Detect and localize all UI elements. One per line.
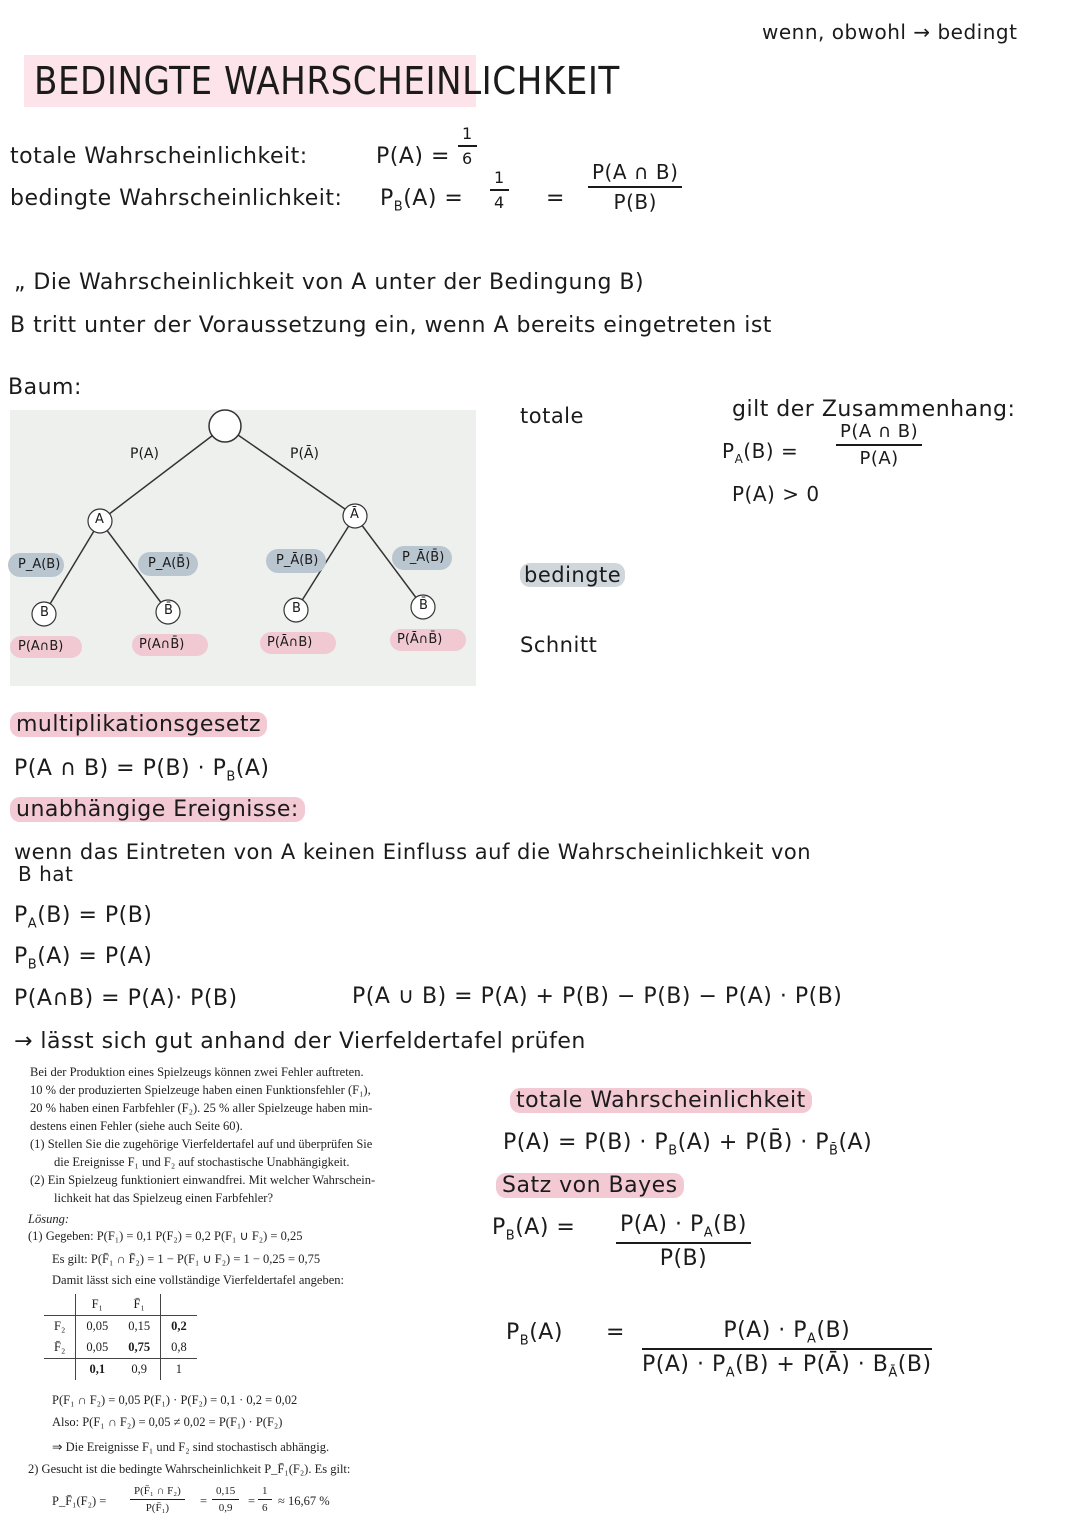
- unabhaengig-label: unabhängige Ereignisse:: [10, 797, 305, 822]
- unabhaengig-text-2: B hat: [18, 862, 74, 886]
- bedingte-den: 4: [494, 193, 505, 212]
- bedingte-num: 1: [490, 168, 509, 191]
- unabhaengig-eq-1: $P_A(B) = P(B)$: [14, 903, 153, 932]
- aufgabe-q1b: die Ereignisse F₁ und F₂ auf stochastische Unabhängigkeit.: [54, 1155, 350, 1169]
- leaf-label-4: B̄: [419, 598, 428, 613]
- loesung-line-4: P(F₁ ∩ F₂) = 0,05 P(F₁) · P(F₂) = 0,1 · 0,2 = 0,02: [52, 1393, 298, 1407]
- unabhaengig-eq-3: P(A∩B) = P(A)· P(B): [14, 986, 238, 1011]
- loesung-eq-2: =: [248, 1494, 256, 1508]
- inter-label-2: P(A∩B̄): [139, 637, 185, 652]
- conditional-formula: [588, 160, 682, 214]
- table-row: 0,1 0,9 1: [44, 1359, 197, 1381]
- bayes-lhs: $P_B(A)$ =: [492, 1215, 576, 1244]
- top-note: wenn, obwohl → bedingt: [762, 20, 1018, 44]
- aufgabe-p3: 20 % haben einen Farbfehler (F₂). 25 % aller Spielzeuge haben min-: [30, 1101, 373, 1115]
- aufgabe-q2a: (2) Ein Spielzeug funktioniert einwandfrei. Mit welcher Wahrschein-: [30, 1173, 376, 1187]
- loesung-line-6: ⇒ Die Ereignisse F₁ und F₂ sind stochastisch abhängig.: [52, 1440, 330, 1454]
- tree-edge-root-a: [100, 426, 225, 521]
- quote-line-1: „ Die Wahrscheinlichkeit von A unter der Bedingung B): [14, 270, 645, 295]
- bedingte-fraction: [490, 168, 509, 212]
- cond-label-2: P_A(B̄): [148, 556, 191, 571]
- intro-eq: =: [546, 186, 565, 211]
- formula-den: P(B): [613, 190, 657, 214]
- table-row: F̄₂ 0,05 0,75 0,8: [44, 1337, 197, 1359]
- rechts-bayes-label: Satz von Bayes: [496, 1173, 684, 1198]
- bayes-fraction: [616, 1212, 751, 1271]
- cond-label-1: P_A(B): [18, 557, 61, 572]
- table-row: F₂ 0,05 0,15 0,2: [44, 1316, 197, 1338]
- multiplikation-label: multiplikationsgesetz: [10, 712, 267, 737]
- loesung-frac-2: $\frac{0,15}{0,9}$: [212, 1485, 239, 1514]
- vierfeldertafel: [44, 1294, 197, 1380]
- unabhaengig-text-1: wenn das Eintreten von A keinen Einfluss auf die Wahrscheinlichkeit von: [14, 840, 812, 864]
- zusammenhang-num: P(A ∩ B): [836, 421, 922, 446]
- totale-num: 1: [458, 124, 477, 147]
- side-label-bedingte: bedingte: [520, 563, 625, 587]
- loesung-line-1: (1) Gegeben: P(F₁) = 0,1 P(F₂) = 0,2 P(F₁ ∪ F₂) = 0,25: [28, 1229, 303, 1243]
- rechts-totale-formula: $P(A) = P(B) \cdot P_B(A)$ + P(B̄) · $P_{B̄}(A)$: [503, 1130, 873, 1159]
- rechts-totale-label: totale Wahrscheinlichkeit: [510, 1088, 812, 1113]
- bayes2-den: $P(A) \cdot P_A(B)$ + P(Ā) · $B_Ā(B)$: [642, 1352, 932, 1381]
- loesung-line-3: Damit lässt sich eine vollständige Vierfeldertafel angeben:: [52, 1273, 344, 1287]
- leaf-label-1: B: [40, 605, 49, 620]
- quote-line-2: B tritt unter der Voraussetzung ein, wenn A bereits eingetreten ist: [10, 313, 772, 338]
- loesung-frac-1: $\frac{\text{P(F̄₁ ∩ F₂)}}{\text{P(F̄₁)}}$: [130, 1485, 185, 1514]
- totale-fraction: [458, 124, 477, 168]
- loesung-result: ≈ 16,67 %: [278, 1494, 330, 1508]
- page-title: BEDINGTE WAHRSCHEINLICHKEIT: [24, 55, 476, 107]
- bayes-den: P(B): [659, 1246, 708, 1272]
- bayes2-num: $P(A) \cdot P_A(B)$: [642, 1318, 932, 1350]
- loesung-label: Lösung:: [28, 1212, 69, 1226]
- zusammenhang-fraction: [836, 421, 922, 469]
- aufgabe-block: [30, 1063, 375, 1207]
- tree-root-node: [209, 410, 241, 442]
- inter-label-4: P(Ā∩B̄): [397, 632, 443, 647]
- table-row: F₁ F̄₁: [44, 1294, 197, 1316]
- totale-expr: P(A) =: [376, 144, 450, 169]
- loesung-line-5: Also: P(F₁ ∩ F₂) = 0,05 ≠ 0,02 = P(F₁) · P(F₂): [52, 1415, 283, 1429]
- node-label-a: A: [95, 512, 104, 527]
- multiplikation-formula: P(A ∩ $B) = P(B) \cdot P_B(A)$: [14, 756, 270, 785]
- edge-label-pa: P(A): [130, 446, 159, 462]
- loesung-eq-1: =: [200, 1494, 208, 1508]
- totale-label: totale Wahrscheinlichkeit:: [10, 144, 308, 169]
- bayes-num: $P(A) \cdot P_A(B)$: [616, 1212, 751, 1244]
- unabhaengig-eq-2: $P_B(A) = P(A)$: [14, 944, 153, 973]
- zusammenhang-den: P(A): [859, 448, 899, 469]
- side-label-schnitt: Schnitt: [520, 633, 598, 657]
- node-label-abar: Ā: [350, 507, 359, 522]
- vierfeldertafel-hint: → lässt sich gut anhand der Vierfeldertafel prüfen: [14, 1029, 586, 1054]
- zusammenhang-condition: P(A) > 0: [732, 482, 820, 506]
- inter-label-1: P(A∩B): [18, 639, 64, 654]
- leaf-label-3: B: [292, 601, 301, 616]
- aufgabe-p1: Bei der Produktion eines Spielzeugs können zwei Fehler auftreten.: [30, 1065, 364, 1079]
- formula-num: P(A ∩ B): [588, 160, 682, 188]
- cond-label-4: P_Ā(B̄): [402, 550, 445, 565]
- baum-label: Baum:: [8, 375, 82, 400]
- loesung-frac-3: $\frac{1}{6}$: [258, 1485, 272, 1514]
- edge-label-pabar: P(Ā): [290, 446, 319, 462]
- loesung-line-2: Es gilt: P(F̄₁ ∩ F̄₂) = 1 − P(F₁ ∪ F₂) = 1 − 0,25 = 0,75: [52, 1252, 321, 1266]
- bedingte-expr: $P_B(A)$ =: [380, 186, 464, 215]
- side-label-totale: totale: [520, 404, 584, 428]
- bedingte-label: bedingte Wahrscheinlichkeit:: [10, 186, 343, 211]
- unabhaengig-eq-4: P(A ∪ B) = P(A) + P(B) − P(B) − P(A) · P(B): [352, 984, 843, 1009]
- bayes2-eq: =: [606, 1320, 625, 1345]
- aufgabe-p2: 10 % der produzierten Spielzeuge haben einen Funktionsfehler (F₁),: [30, 1083, 371, 1097]
- inter-label-3: P(Ā∩B): [267, 635, 313, 650]
- leaf-label-2: B̄: [164, 603, 173, 618]
- cond-label-3: P_Ā(B): [276, 553, 319, 568]
- loesung-line-7: 2) Gesucht ist die bedingte Wahrscheinlichkeit P_F̄₁(F₂). Es gilt:: [28, 1462, 351, 1476]
- zusammenhang-label: gilt der Zusammenhang:: [732, 397, 1016, 422]
- aufgabe-p4: destens einen Fehler (siehe auch Seite 60).: [30, 1119, 243, 1133]
- bayes2-lhs: $P_B(A)$: [506, 1320, 563, 1349]
- loesung-line-8-lhs: P_F̄₁(F₂) =: [52, 1494, 107, 1508]
- bayes2-fraction: [642, 1318, 932, 1381]
- totale-den: 6: [462, 149, 473, 168]
- tree-edge-root-abar: [225, 426, 355, 516]
- aufgabe-q1a: (1) Stellen Sie die zugehörige Vierfeldertafel auf und überprüfen Sie: [30, 1137, 373, 1151]
- zusammenhang-lhs: $P_A(B)$ =: [722, 439, 799, 466]
- aufgabe-q2b: lichkeit hat das Spielzeug einen Farbfehler?: [54, 1191, 274, 1205]
